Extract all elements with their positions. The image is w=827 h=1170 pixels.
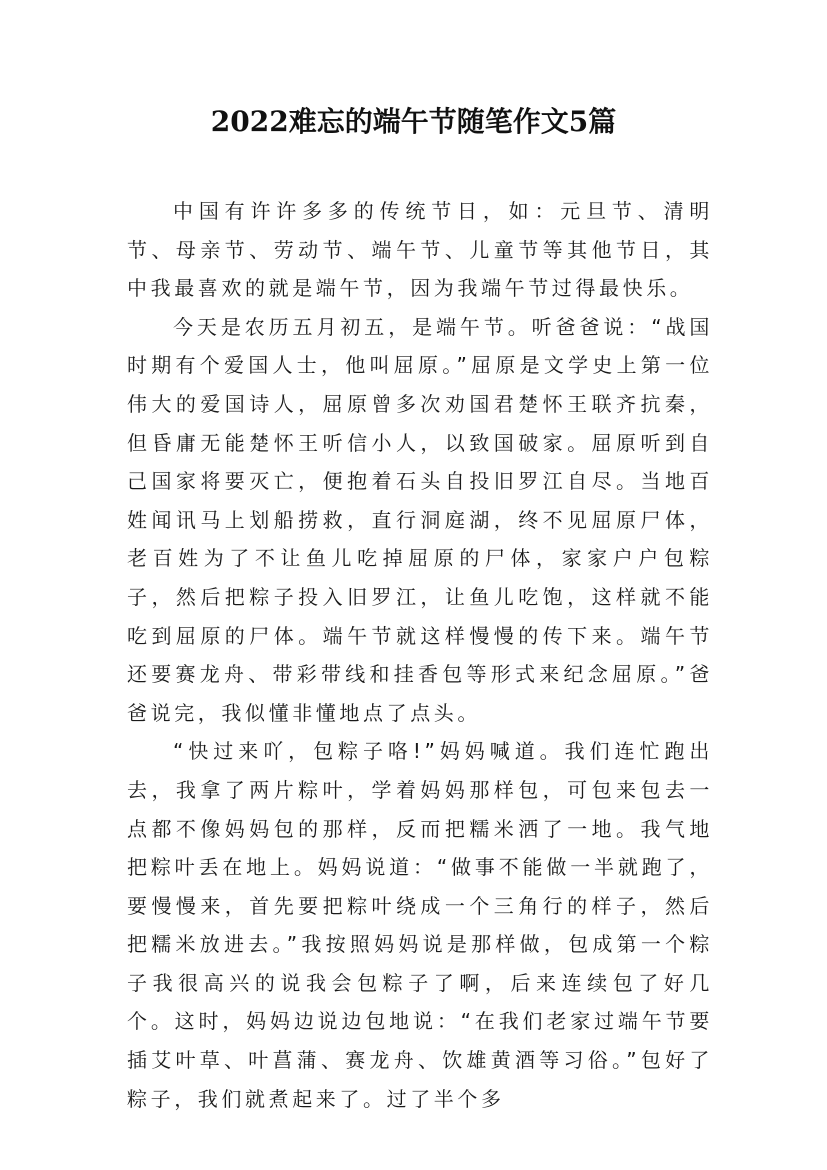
paragraph-3: “快过来吖，包粽子咯!”妈妈喊道。我们连忙跑出去，我拿了两片粽叶，学着妈妈那样包，可包来包去一点都不像妈妈包的那样，反而把糯米洒了一地。我气地把粽叶丢在地上。妈妈说道：“做事不能做一半就跑了，要慢慢来，首先要把粽叶绕成一个三角行的样子，然后把糯米放进去。”我按照妈妈说是那样做，包成第一个粽子我很高兴的说我会包粽子了啊，后来连续包了好几个。这时，妈妈边说边包地说：“在我们老家过端午节要插艾叶草、叶菖蒲、赛龙舟、饮雄黄酒等习俗。”包好了粽子，我们就煮起来了。过了半个多 (127, 739, 713, 1111)
paragraph-2: 今天是农历五月初五，是端午节。听爸爸说：“战国时期有个爱国人士，他叫屈原。”屈原是文学史上第一位伟大的爱国诗人，屈原曾多次劝国君楚怀王联齐抗秦，但昏庸无能楚怀王听信小人，以致国破家。屈原听到自己国家将要灭亡，便抱着石头自投旧罗江自尽。当地百姓闻讯马上划船捞救，直行洞庭湖，终不见屈原尸体，老百姓为了不让鱼儿吃掉屈原的尸体，家家户户包粽子，然后把粽子投入旧罗江，让鱼儿吃饱，这样就不能吃到屈原的尸体。端午节就这样慢慢的传下来。端午节还要赛龙舟、带彩带线和挂香包等形式来纪念屈原。”爸爸说完，我似懂非懂地点了点头。 (127, 314, 713, 725)
document-title: 2022难忘的端午节随笔作文5篇 (210, 105, 617, 138)
paragraph-1: 中国有许许多多的传统节日，如：元旦节、清明节、母亲节、劳动节、端午节、儿童节等其他节日，其中我最喜欢的就是端午节，因为我端午节过得最快乐。 (127, 199, 713, 301)
document-body (127, 192, 713, 1118)
